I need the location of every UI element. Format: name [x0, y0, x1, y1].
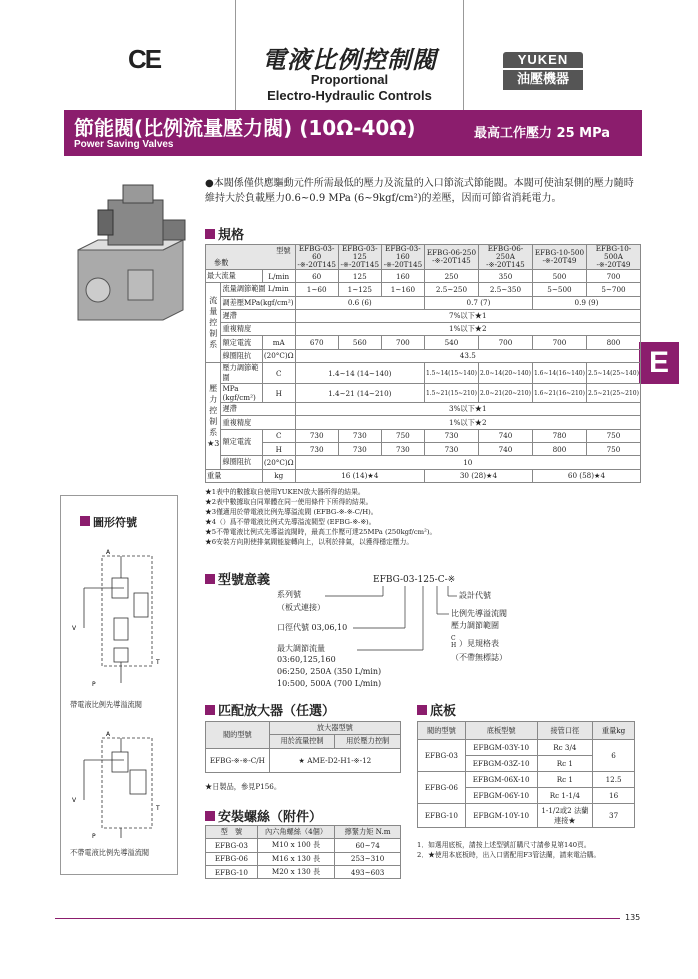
- svg-text:A: A: [106, 549, 111, 556]
- max-flow-row: 最大流量 L/min 60 125 160 250 350 500 700: [206, 270, 641, 283]
- section-square-icon: [205, 229, 215, 239]
- symbol-diagram-1: [64, 548, 176, 688]
- table-row: EFBG-06 M16 x 130 長 253~310: [206, 852, 401, 865]
- section-square-icon: [417, 705, 427, 715]
- model-header: EFBG-10-500 -※-20T49: [532, 245, 586, 270]
- spec-header-row: 型號 參數 EFBG-03-60 -※-20T145 EFBG-03-125 -※-20T145 EFBG-03-160 -※-20T145 EFBG-06-250 -※-20T145 EFBG-06-250A -※-20T145 EFBG-10-500 -※-20T49 EFBG-10-500A -※-20T49: [206, 245, 641, 270]
- svg-text:V: V: [72, 797, 77, 804]
- symbol-caption-2: 不帶電液比例先導溢流閥: [70, 848, 150, 857]
- press-range-h-row: MPa (kgf/cm²) H 1.4~21 (14~210) 1.5~21(15~210) 2.0~21(20~210) 1.6~21(16~210) 2.5~21(25~210): [222, 384, 639, 403]
- flow-range-row: 流 量 控 制 系 流量調節範圍 L/min 1~60 1~125 1~160 2.5~250 2.5~350 5~500 5~700: [206, 283, 641, 296]
- svg-text:P: P: [92, 681, 96, 688]
- flow-diff-row: 調差壓MPa(kgf/cm²) 0.6 (6) 0.7 (7) 0.9 (9): [206, 296, 641, 309]
- banner-subtitle: Power Saving Valves: [74, 139, 174, 150]
- screw-table: 型 號 內六角螺絲（4個） 擰緊力矩 N.m EFBG-03 M10 x 100 長 60~74 EFBG-06 M16 x 130 長 253~310 EFBG-10 M20 x 130 長 493~603: [205, 825, 401, 879]
- model-header: EFBG-10-500A -※-20T49: [586, 245, 640, 270]
- table-row: EFBG-10 M20 x 130 長 493~603: [206, 865, 401, 878]
- logo-top: YUKEN: [503, 52, 583, 68]
- flow-coil-row: 線圈阻抗 (20°C)Ω 43.5: [206, 349, 641, 362]
- flow-repeat-row: 重複精度 1%以下★2: [206, 323, 641, 336]
- intro-text: ●本閥係僅供應驅動元件所需最低的壓力及流量的入口節流式節能閥。本閥可使油泵側的壓力隨時維持大於負載壓力0.6~0.9 MPa (6~9kgf/cm²)的差壓，因而可節省消耗電力。: [205, 178, 634, 204]
- base-section-title: 底板: [417, 700, 456, 719]
- weight-row: 重量 kg 16 (14)★4 30 (28)★4 60 (58)★4: [206, 469, 641, 482]
- model-header: EFBG-06-250A -※-20T145: [478, 245, 532, 270]
- svg-text:V: V: [72, 625, 77, 632]
- svg-text:A: A: [106, 731, 111, 738]
- screw-section-title: 安裝螺絲（附件）: [205, 806, 322, 825]
- svg-text:T: T: [156, 805, 160, 812]
- press-range-c-row: 壓 力 控 制 系 ★3 壓力調節範圍 C 1.4~14 (14~140) 1.5~14(15~140) 2.0~14(20~140) 1.6~14(16~140) 2.5~14(25~140): [206, 363, 641, 384]
- section-square-icon: [205, 811, 215, 821]
- title-en-1: Proportional: [310, 72, 389, 87]
- model-header: EFBG-03-60 -※-20T145: [295, 245, 338, 270]
- press-current-c-row: 額定電流 C 730 730 750 730 740 780 750: [206, 429, 641, 442]
- header-divider-left: [235, 0, 236, 112]
- symbol-section-title: 圖形符號: [80, 514, 137, 530]
- model-code-diagram: EFBG-03-125-C-※ 系列號 （板式連接） 口徑代號 03,06,10 最大調節流量 03:60,125,160 06:250, 250A (350 L/min) 10:500, 500A (700 L/min) 設計代號 比例先導溢流閥 壓力調節範圍 C H ）見規格表 （不帶無標誌）: [277, 575, 507, 688]
- model-header: EFBG-03-160 -※-20T145: [381, 245, 424, 270]
- symbol-caption-1: 帶電液比例先導溢流閥: [70, 700, 142, 709]
- spec-table: [205, 244, 641, 483]
- banner-title: 節能閥(比例流量壓力閥) (10Ω-40Ω): [74, 116, 416, 140]
- yuken-logo: [503, 52, 583, 90]
- press-current-h-row: H 730 730 730 730 740 800 750: [206, 442, 641, 455]
- amp-note: ★日製品，參見P156。: [205, 782, 282, 791]
- svg-text:P: P: [92, 833, 96, 840]
- amp-section-title: 匹配放大器（任選）: [205, 700, 335, 719]
- spec-notes: ★1表中的數據取自使用YUKEN放大器所得的結果。 ★2表中數據取自同單體在同一使用條件下所得的結果。 ★3僅適用於帶電液比例先導溢流閥 (EFBG-※-※-C/H)。 ★4（）爲不帶電液比例式先導溢流閥型 (EFBG-※-※)。 ★5不帶電液比例式先導溢流閥時，最高工作壓可達25MPa (250kgf/cm²)。 ★6安裝方向則使排氣閥能旋轉向上，以利於排氣，以獲得穩定壓力。: [205, 488, 437, 546]
- svg-text:T: T: [156, 659, 160, 666]
- flow-current-row: 額定電流 mA 670 560 700 540 700 700 800: [206, 336, 641, 349]
- ce-mark: CE: [128, 44, 161, 74]
- title-en-2: Electro-Hydraulic Controls: [267, 88, 432, 103]
- page-number: 135: [625, 913, 641, 922]
- symbol-diagram-2: [64, 730, 176, 840]
- footer-line: [55, 918, 620, 919]
- banner-max-pressure: 最高工作壓力 25 MPa: [474, 126, 611, 141]
- model-header: EFBG-06-250 -※-20T145: [424, 245, 478, 270]
- press-hyst-row: 遲滯 3%以下★1: [206, 403, 641, 416]
- spec-section-title: 規格: [205, 224, 244, 243]
- section-tab-e: E: [639, 342, 679, 384]
- valve-illustration: [68, 180, 192, 330]
- press-coil-row: 線圈阻抗 (20°C)Ω 10: [206, 456, 641, 469]
- base-notes: 1．如選用底板，請按上述型號訂購尺寸請參見第140頁。 2．★使用本底板時，出入口需配用F3管法蘭，請來電洽購。: [417, 841, 601, 859]
- model-section-title: 型號意義: [205, 569, 270, 588]
- section-square-icon: [205, 705, 215, 715]
- amplifier-table: 閥的型號 放大器型號 用於流量控制 用於壓力控制 EFBG-※-※-C/H ★ AME-D2-H1-※-12: [205, 721, 401, 773]
- model-header: EFBG-03-125 -※-20T145: [338, 245, 381, 270]
- press-repeat-row: 重複精度 1%以下★2: [206, 416, 641, 429]
- baseplate-table: 閥的型號 底板型號 接管口徑 重量kg EFBG-03 EFBGM-03Y-10 Rc 3/4 6 EFBGM-03Z-10 Rc 1 EFBG-06 EFBGM-06X-10 Rc 1 12.5 EFBGM-06Y-10 Rc 1-1/4 16 EFBG-10 EFBGM-10Y-10 1-1/2或2 法蘭連接★ 37: [417, 721, 635, 828]
- title-cn: 電液比例控制閥: [262, 46, 437, 74]
- flow-hyst-row: 遲滯 7%以下★1: [206, 309, 641, 322]
- title-banner: [64, 110, 642, 156]
- table-row: EFBG-03 M10 x 100 長 60~74: [206, 839, 401, 852]
- section-square-icon: [80, 516, 90, 526]
- header-divider-right: [463, 0, 464, 112]
- logo-bottom: 油壓機器: [503, 70, 583, 90]
